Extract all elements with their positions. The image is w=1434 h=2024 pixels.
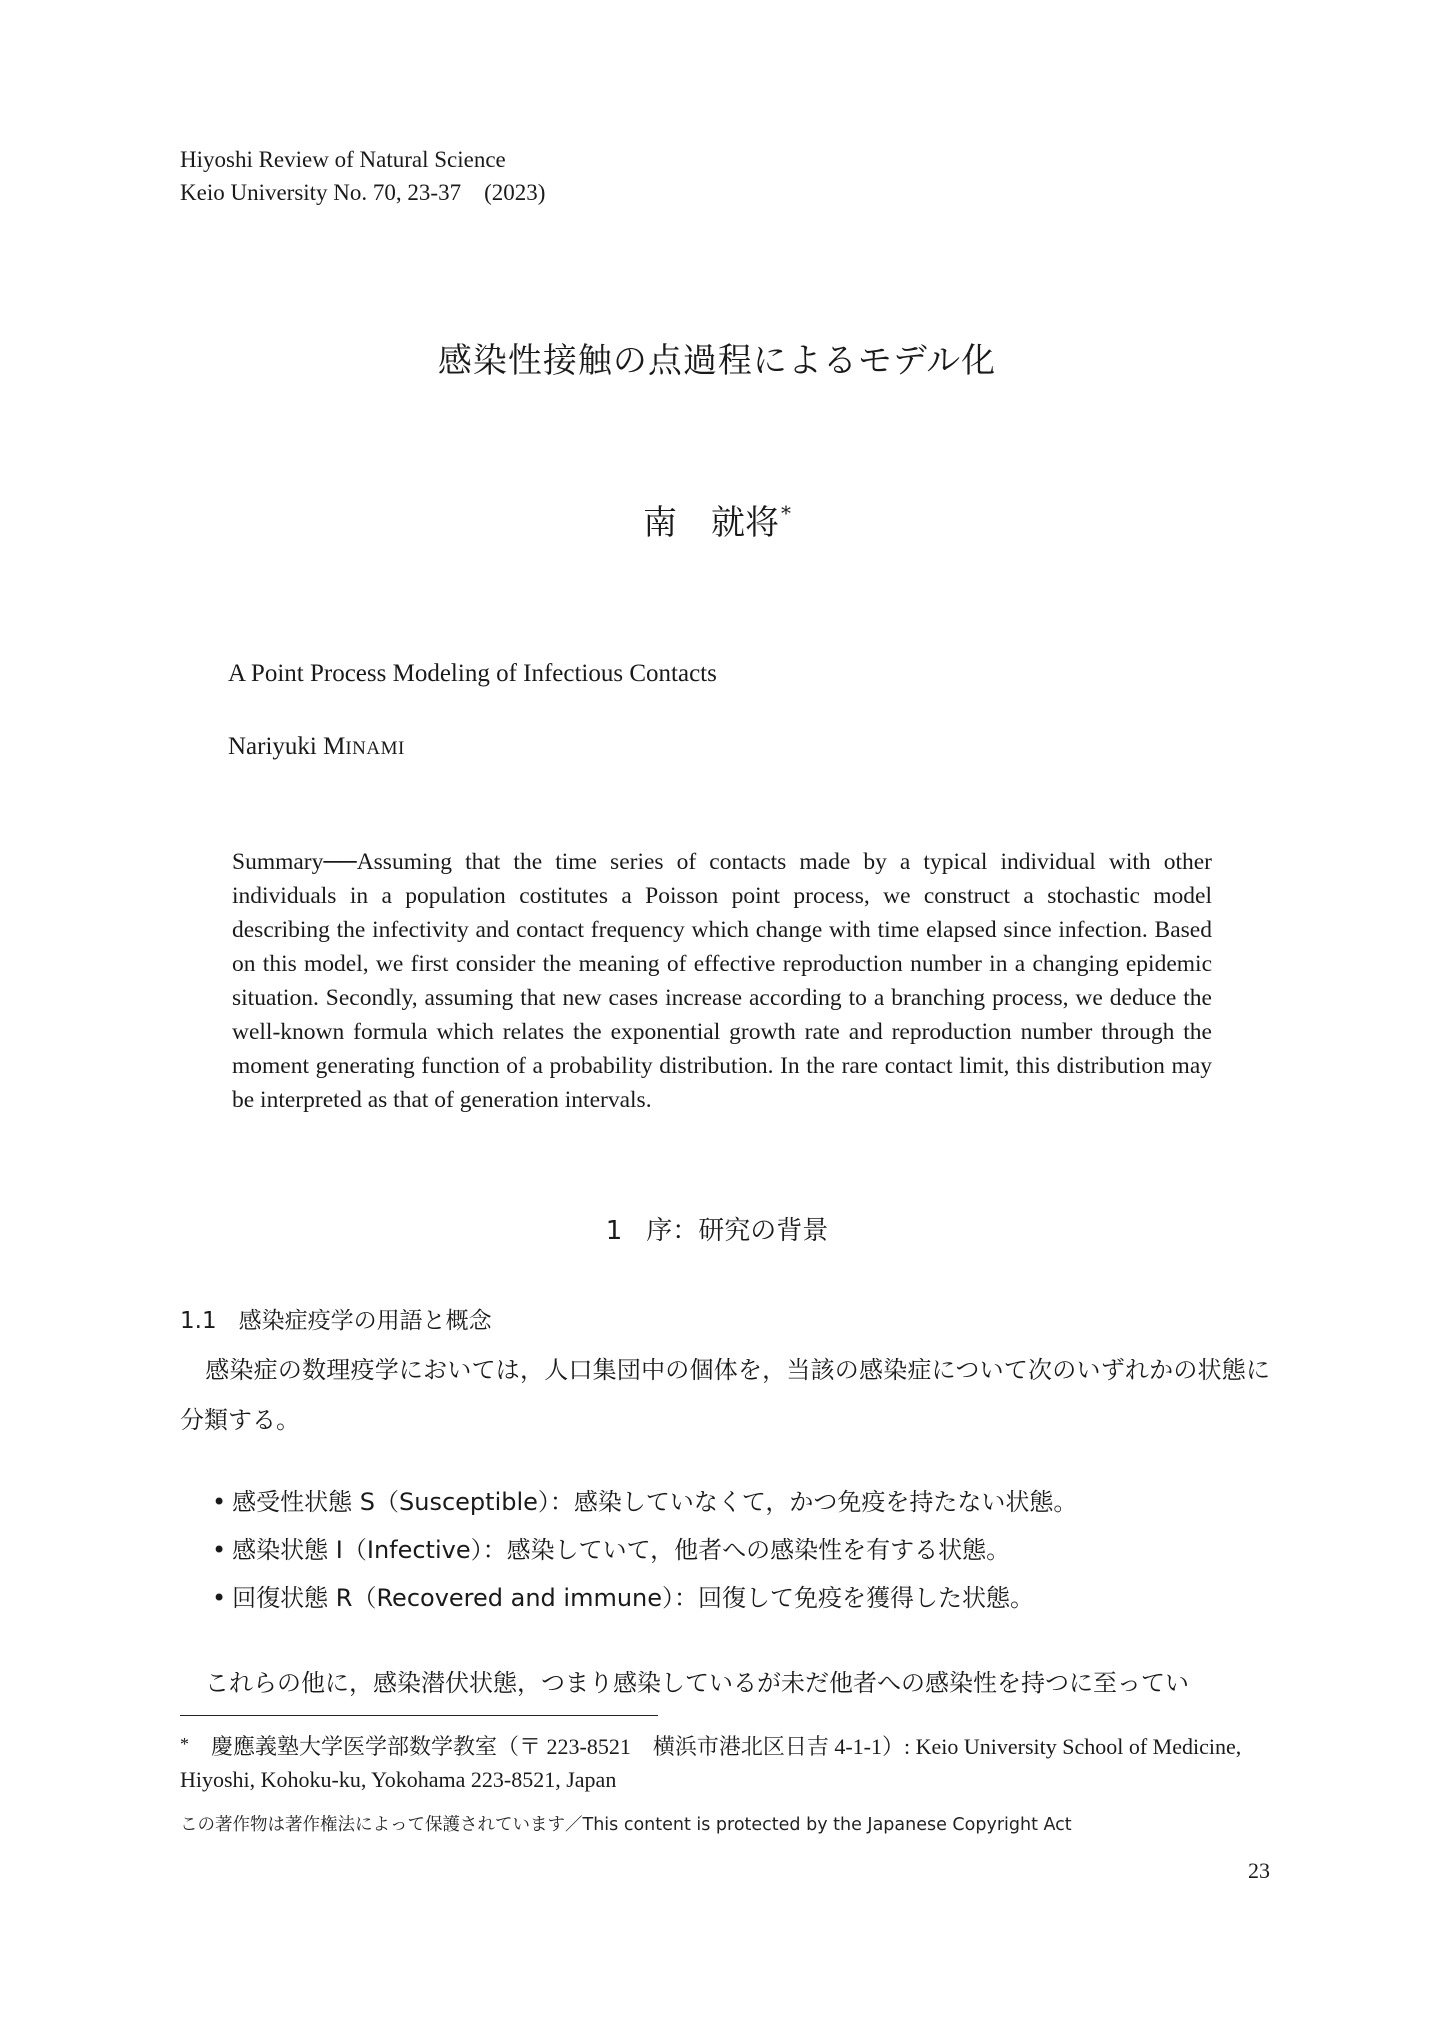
subsection-number: 1.1 bbox=[180, 1308, 217, 1334]
author-japanese-name: 南 就将 bbox=[643, 503, 779, 543]
journal-name: Hiyoshi Review of Natural Science bbox=[180, 147, 506, 172]
body-paragraph-continued bbox=[180, 1663, 1270, 1698]
list-item bbox=[212, 1574, 1077, 1622]
bullet-icon: • bbox=[212, 1488, 227, 1516]
subsection-title: 感染症疫学の用語と概念 bbox=[238, 1308, 492, 1334]
journal-issue: Keio University No. 70, 23-37 (2023) bbox=[180, 180, 546, 205]
title-english: A Point Process Modeling of Infectious Contacts bbox=[228, 660, 717, 687]
body-paragraph-continued-text: これらの他に，感染潜伏状態，つまり感染しているが未だ他者への感染性を持つに至ってい bbox=[205, 1669, 1189, 1697]
copyright-notice: この著作物は著作権法によって保護されています／This content is protected by the Japanese Copyright Act bbox=[180, 1815, 1072, 1835]
summary-abstract bbox=[232, 845, 1212, 1117]
author-english-first: Nariyuki M bbox=[228, 733, 346, 760]
journal-header bbox=[180, 143, 545, 209]
author-japanese bbox=[0, 495, 1434, 544]
list-item-text: 感受性状態 S（Susceptible）：感染していなくて，かつ免疫を持たない状態。 bbox=[232, 1488, 1078, 1516]
footnote-text: 慶應義塾大学医学部数学教室（〒 223-8521 横浜市港北区日吉 4-1-1）: Keio University School of Medicine, Hiyoshi, Kohoku-ku, Yokohama 223-8521, Japan bbox=[180, 1734, 1242, 1792]
footnote-divider bbox=[180, 1715, 658, 1716]
list-item-text: 回復状態 R（Recovered and immune）：回復して免疫を獲得した状態。 bbox=[232, 1584, 1035, 1612]
author-english-surname: INAMI bbox=[345, 738, 405, 759]
author-footnote-mark: * bbox=[781, 501, 791, 525]
author-english bbox=[228, 733, 405, 761]
body-paragraph bbox=[180, 1345, 1270, 1445]
list-item bbox=[212, 1478, 1077, 1526]
subsection-heading bbox=[180, 1302, 492, 1335]
footnote bbox=[180, 1728, 1270, 1796]
page-number: 23 bbox=[1248, 1858, 1270, 1883]
bullet-icon: • bbox=[212, 1584, 227, 1612]
list-item-text: 感染状態 I（Infective）：感染していて，他者への感染性を有する状態。 bbox=[232, 1536, 1011, 1564]
section-title: 序：研究の背景 bbox=[646, 1216, 829, 1246]
section-number: 1 bbox=[605, 1216, 623, 1246]
footnote-mark: * bbox=[180, 1734, 189, 1754]
title-japanese: 感染性接触の点過程によるモデル化 bbox=[437, 341, 997, 381]
bullet-icon: • bbox=[212, 1536, 227, 1564]
state-list bbox=[212, 1478, 1077, 1622]
summary-label: Summary── bbox=[232, 849, 357, 875]
body-paragraph-text: 感染症の数理疫学においては，人口集団中の個体を，当該の感染症について次のいずれかの状態に分類する。 bbox=[180, 1356, 1270, 1434]
summary-text: Assuming that the time series of contacts made by a typical individual with other individuals in a population costitutes a Poisson point process, we construct a stochastic model describing the infectivity and contact frequency which change with time elapsed since infection. Based on this model, we first consider the meaning of effective reproduction number in a changing epidemic situation. Secondly, assuming that new cases increase according to a branching process, we deduce the well-known formula which relates the exponential growth rate and reproduction number through the moment generating function of a probability distribution. In the rare contact limit, this distribution may be interpreted as that of generation intervals. bbox=[232, 849, 1212, 1113]
list-item bbox=[212, 1526, 1077, 1574]
section-heading bbox=[0, 1210, 1434, 1247]
